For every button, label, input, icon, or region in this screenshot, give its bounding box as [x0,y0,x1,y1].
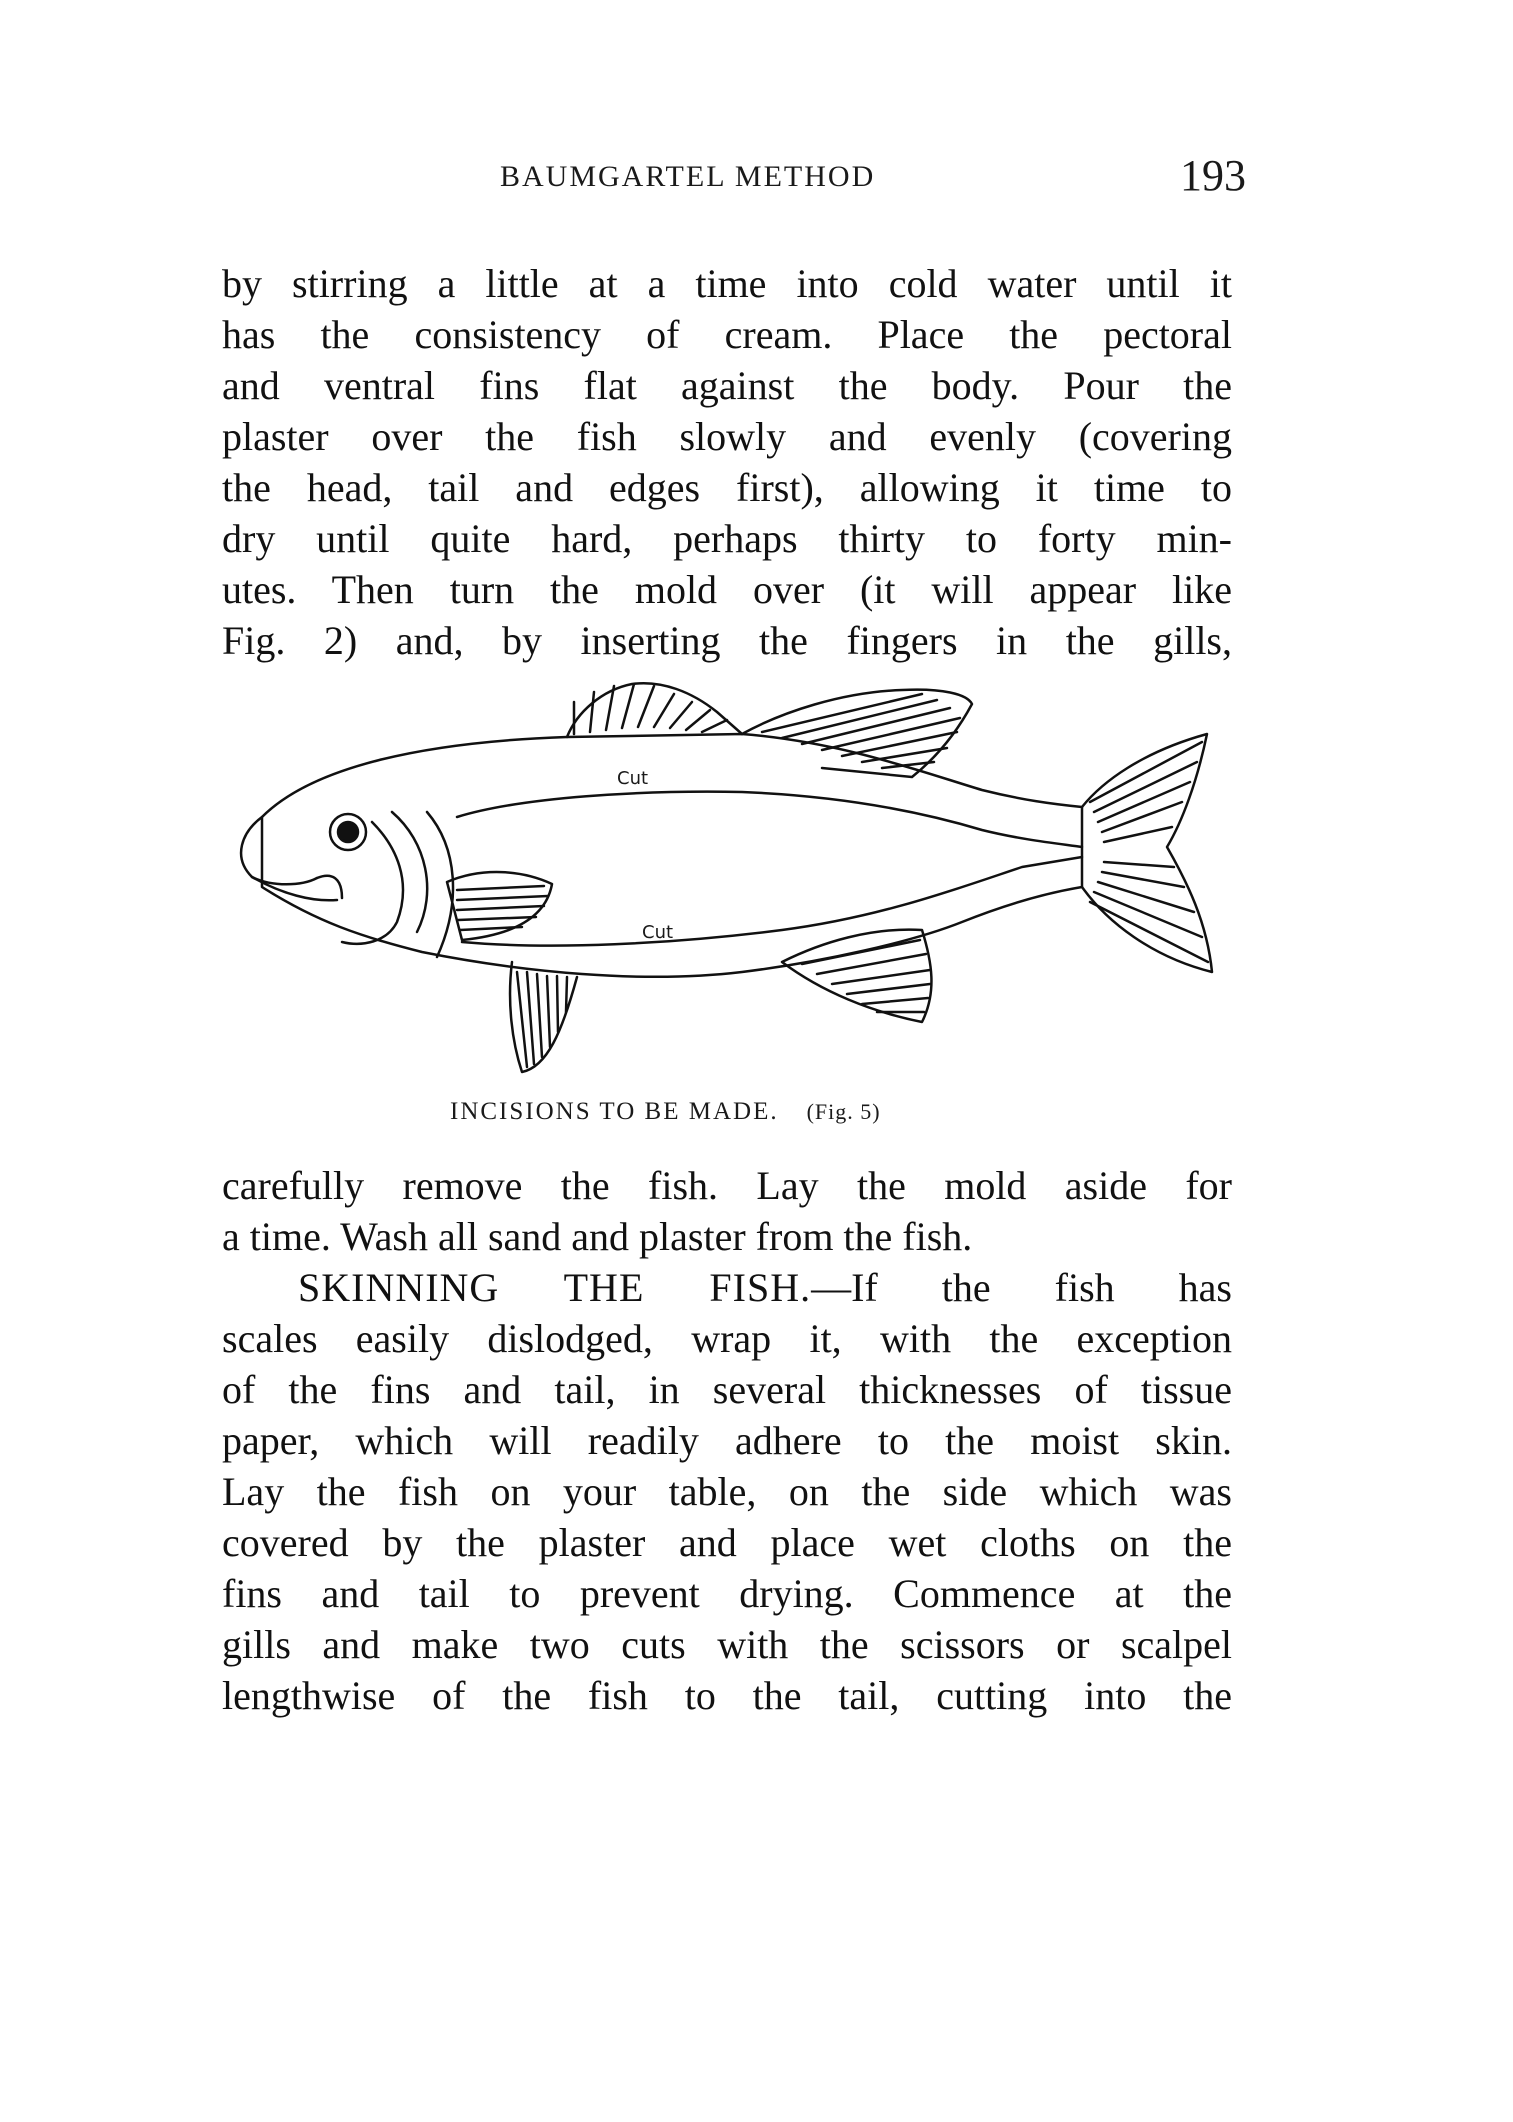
incision-line-top [457,792,1082,847]
text-line: utes. Then turn the mold over (it will appear like [222,567,1232,612]
spiny-dorsal-fin [567,683,742,737]
text-line: of the fins and tail, in several thicknesses of tissue [222,1367,1232,1412]
text-line: paper, which will readily adhere to the moist skin. [222,1418,1232,1463]
text-line: plaster over the fish slowly and evenly (covering [222,414,1232,459]
text-line: carefully remove the fish. Lay the mold aside for [222,1163,1232,1208]
text-line: has the consistency of cream. Place the pectoral [222,312,1232,357]
text-line: the head, tail and edges first), allowing it time to [222,465,1232,510]
section-first-line [222,1262,1232,1313]
text-line: lengthwise of the fish to the tail, cutting into the [222,1673,1232,1718]
text-line: dry until quite hard, perhaps thirty to forty min- [222,516,1232,561]
text-line: and ventral fins flat against the body. Pour the [222,363,1232,408]
text-line: a time. Wash all sand and plaster from the fish. [222,1214,973,1259]
caudal-fin [1082,734,1212,972]
pectoral-fin [447,872,552,940]
text-line: Fig. 2) and, by inserting the fingers in the gills, [222,618,1232,663]
text-line: fins and tail to prevent drying. Commence at the [222,1571,1232,1616]
anal-fin [782,930,931,1022]
paragraph-1 [222,258,1232,666]
caption-text: INCISIONS TO BE MADE. [450,1098,779,1125]
section-heading: SKINNING THE FISH. [298,1265,812,1310]
text-line: gills and make two cuts with the scissors or scalpel [222,1622,1232,1667]
cut-label-top: Cut [617,768,649,789]
fish-drawing [222,672,1232,1092]
paragraph-2 [222,1160,1232,1262]
section-first-line-text: —If the fish has [811,1265,1233,1310]
pelvic-fin [510,962,577,1072]
fish-illustration [222,672,1232,1092]
soft-dorsal-fin [742,690,972,777]
figure-caption [450,1098,881,1126]
page-number: 193 [1180,151,1246,200]
text-line: scales easily dislodged, wrap it, with the exception [222,1316,1232,1361]
caption-figure-ref: (Fig. 5) [806,1099,881,1124]
running-title: BAUMGARTEL METHOD [500,160,876,193]
incision-line-bottom [462,857,1082,946]
text-line: covered by the plaster and place wet cloths on the [222,1520,1232,1565]
text-line: Lay the fish on your table, on the side which was [222,1469,1232,1514]
paragraph-3 [222,1262,1232,1721]
fish-eye [330,814,366,850]
text-line: by stirring a little at a time into cold water until it [222,261,1232,306]
cut-label-bottom: Cut [642,922,674,943]
